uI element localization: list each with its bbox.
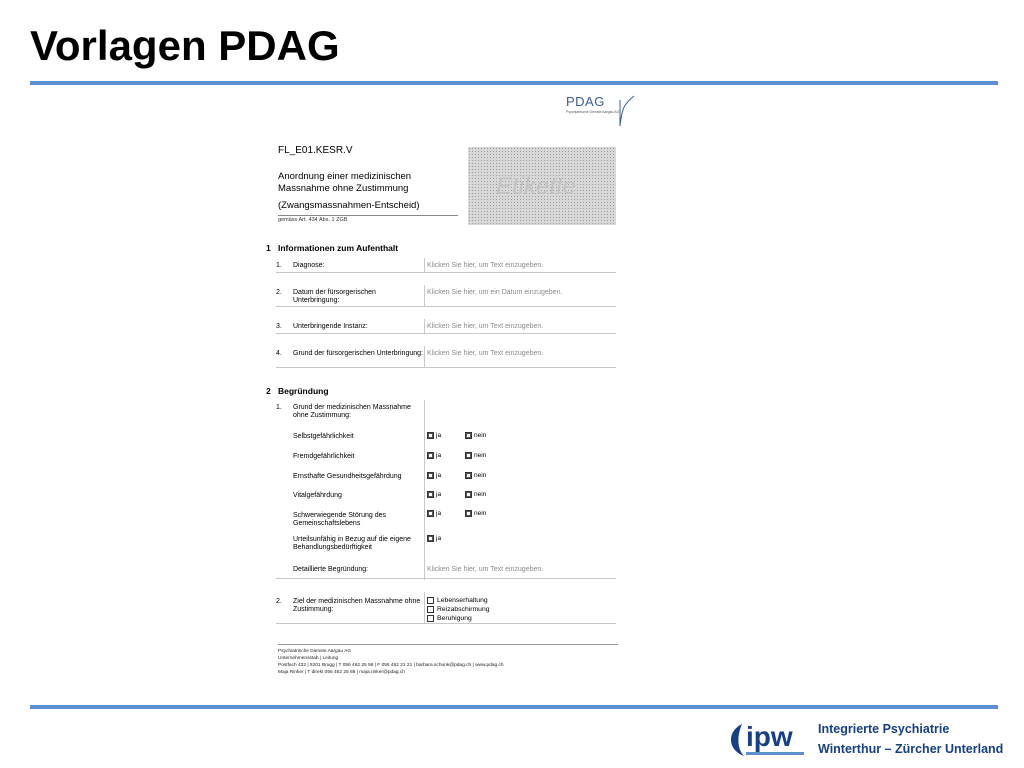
row-divider [276, 623, 616, 624]
reason-label: Urteilsunfähig in Bezug auf die eigene Behandlungsbedürftigkeit [293, 536, 411, 551]
checkbox-icon [465, 452, 472, 459]
document-footer [278, 644, 618, 676]
no-label: nein [474, 472, 487, 479]
checkbox-icon [465, 491, 472, 498]
column-divider [424, 346, 425, 367]
column-divider [424, 400, 425, 580]
checkbox-icon [427, 535, 434, 542]
yes-checkbox[interactable] [427, 535, 441, 542]
no-checkbox[interactable] [465, 452, 486, 459]
row-number: 1. [276, 262, 282, 269]
goal-label: Beruhigung [437, 615, 472, 622]
reason-label: Vitalgefährdung [293, 492, 342, 499]
checkbox-icon [465, 432, 472, 439]
brand-line-1: Integrierte Psychiatrie [818, 722, 950, 736]
footer-line: Psychiatrische Dienste Aargau AG [278, 649, 352, 654]
detail-field[interactable]: Klicken Sie hier, um Text einzugeben. [427, 566, 544, 573]
row-label: Diagnose: [293, 262, 325, 269]
checkbox-icon [465, 510, 472, 517]
form-document-image [266, 92, 632, 682]
no-checkbox[interactable] [465, 510, 486, 517]
instance-field[interactable]: Klicken Sie hier, um Text einzugeben. [427, 323, 544, 330]
pdag-logo-subtitle: Psychiatrische Dienste Aargau AG [566, 110, 620, 114]
slide-title: Vorlagen PDAG [30, 22, 340, 69]
yes-label: ja [436, 491, 442, 498]
column-divider [424, 285, 425, 306]
date-field[interactable]: Klicken Sie hier, um ein Datum einzugeben. [427, 289, 563, 296]
reason-label: Ernsthafte Gesundheitsgefährdung [293, 473, 402, 480]
form-code: FL_E01.KESR.V [278, 145, 353, 156]
no-label: nein [474, 432, 487, 439]
ipw-logo-text: ipw [746, 721, 793, 752]
checkbox-icon [427, 491, 434, 498]
row-number: 4. [276, 350, 282, 357]
legal-reference: gemäss Art. 434 Abs. 1 ZGB [278, 215, 458, 223]
checkbox-icon [427, 452, 434, 459]
yes-label: ja [436, 510, 442, 517]
goal-label: Lebenserhaltung [437, 597, 488, 604]
checkbox-icon [427, 597, 434, 604]
goal-label: Reizabschirmung [437, 606, 490, 613]
bottom-divider [30, 705, 998, 709]
label-stamp-box [468, 147, 616, 225]
yes-label: ja [436, 472, 442, 479]
stamp-text: Etikette [496, 173, 577, 200]
yes-checkbox[interactable] [427, 452, 441, 459]
ipw-logo-icon [728, 716, 814, 762]
question-number: 2. [276, 598, 282, 605]
yes-label: ja [436, 535, 442, 542]
form-row [276, 289, 616, 307]
checkbox-icon [427, 606, 434, 613]
yes-label: ja [436, 452, 442, 459]
row-divider [276, 578, 616, 579]
row-label: Unterbringende Instanz: [293, 323, 368, 330]
form-row [276, 262, 616, 273]
form-heading-line: Massnahme ohne Zustimmung [278, 183, 409, 194]
footer-line: Unternehmensstab | Leitung [278, 656, 339, 661]
ipw-logo [728, 716, 1004, 762]
checkbox-icon [427, 472, 434, 479]
column-divider [424, 319, 425, 333]
section-number: 1 [266, 243, 271, 253]
pdag-logo-curve-icon [616, 94, 636, 128]
question-label: Grund der medizinischen Massnahme ohne Zustimmung: [293, 404, 411, 419]
form-row [276, 323, 616, 334]
no-checkbox[interactable] [465, 491, 486, 498]
yes-checkbox[interactable] [427, 472, 441, 479]
yes-checkbox[interactable] [427, 432, 441, 439]
reason-label: Fremdgefährlichkeit [293, 453, 355, 460]
row-number: 3. [276, 323, 282, 330]
reason-label: Schwerwiegende Störung des Gemeinschaftslebens [293, 512, 387, 527]
reason-label: Selbstgefährlichkeit [293, 433, 354, 440]
row-label: Grund der fürsorgerischen Unterbringung: [293, 350, 423, 357]
no-label: nein [474, 510, 487, 517]
no-label: nein [474, 491, 487, 498]
question-label: Ziel der medizinischen Massnahme ohne Zustimmung: [293, 598, 421, 613]
yes-checkbox[interactable] [427, 491, 441, 498]
detail-label: Detaillierte Begründung: [293, 566, 369, 573]
section-title-text: Informationen zum Aufenthalt [278, 243, 399, 253]
checkbox-icon [427, 432, 434, 439]
pdag-logo-text: PDAG [566, 94, 605, 109]
pdag-logo [566, 94, 646, 130]
no-checkbox[interactable] [465, 472, 486, 479]
checkbox-icon [427, 510, 434, 517]
form-heading [278, 171, 468, 195]
yes-checkbox[interactable] [427, 510, 441, 517]
column-divider [424, 592, 425, 624]
goal-checkbox[interactable] [427, 597, 488, 604]
footer-line: Postfach 432 | 5201 Brugg | T 056 462 25 98 | F 056 462 21 21 | barbara.schunk@pdag.ch | www.pdag.ch [278, 663, 504, 668]
diagnose-field[interactable]: Klicken Sie hier, um Text einzugeben. [427, 262, 544, 269]
reason-field[interactable]: Klicken Sie hier, um Text einzugeben. [427, 350, 544, 357]
checkbox-icon [465, 472, 472, 479]
row-number: 2. [276, 289, 282, 296]
section-2-title [266, 386, 329, 396]
form-heading-paren: (Zwangsmassnahmen-Entscheid) [278, 200, 420, 211]
no-checkbox[interactable] [465, 432, 486, 439]
brand-line-2: Winterthur – Zürcher Unterland [818, 742, 1004, 756]
yes-label: ja [436, 432, 442, 439]
section-number: 2 [266, 386, 271, 396]
row-label: Datum der fürsorgerischen Unterbringung: [293, 289, 376, 304]
column-divider [424, 258, 425, 272]
section-1-title [266, 243, 398, 253]
top-divider [30, 81, 998, 85]
goal-checkbox[interactable] [427, 615, 472, 622]
form-row [276, 350, 616, 368]
question-number: 1. [276, 404, 282, 411]
no-label: nein [474, 452, 487, 459]
checkbox-icon [427, 615, 434, 622]
goal-checkbox[interactable] [427, 606, 490, 613]
form-heading-line: Anordnung einer medizinischen [278, 171, 412, 182]
footer-line: Maja Rinker | T direkt 056 462 25 88 | maja.rinker@pdag.ch [278, 670, 405, 675]
section-title-text: Begründung [278, 386, 329, 396]
